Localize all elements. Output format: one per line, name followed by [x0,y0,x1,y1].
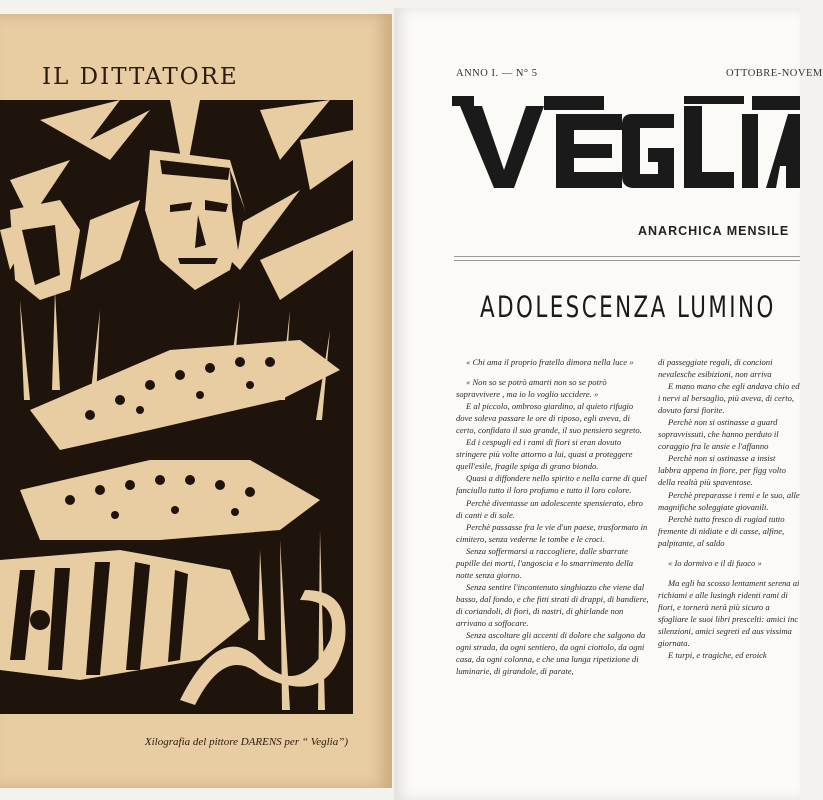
woodcut-illustration [0,100,353,714]
paragraph: E al piccolo, ombroso giardino, al quieto rifugio dove soleva passare le ore di riposo, egli aveva, di certo, confidato il suo grande, il suo pensiero segreto. [456,401,642,436]
paragraph: Ed i cespugli ed i rami di fiori si eran dovuto stringere più volte attorno a lui, quasi a proteggere quell'esile, fragile spiga di grano biondo. [456,437,633,472]
epigraph: « Io dormivo e il di fuoco » [668,557,762,568]
paragraph: Perchè non si ostinasse a insist labbra appena in fiore, per figg volto della realtà più spaventose. [658,453,786,488]
paragraph: Perchè preparasse i remi e le suo, alle magnifiche soleggiate giovanili. [658,489,800,512]
article-column-2 [658,356,800,661]
paragraph: Perchè passasse fra le vie d'un paese, trasformato in cimitero, senza vederne le tombe e le croci. [456,521,648,544]
header-rule-top [454,256,800,257]
epigraph: « Chi ama il proprio fratello dimora nella luce » [466,357,634,367]
page-title: IL DITTATORE [42,64,239,90]
paragraph: Perchè tutto fresco di rugiad tutto fremente di nidiate e di casse, alfine, palpitante, al saldo [658,513,785,548]
paragraph: Quasi a diffondere nello spirito e nella carne di quel fanciullo tutto il loro profumo e tutto il loro colore. [456,473,647,496]
issue-date: OTTOBRE-NOVEM [726,68,823,79]
left-page [0,14,392,788]
paragraph: Senza sentire l'incontenuto singhiozzo che viene dal basso, dal fondo, e che fitti strati di drappi, di bandiere, di coriandoli, di fiori, di nastri, di ghirlande non arrivano a soffocare. [456,581,649,628]
article-headline: ADOLESCENZA LUMINO [480,290,776,324]
masthead-subtitle: ANARCHICA MENSILE [638,224,790,238]
masthead-logo [452,96,800,192]
illustration-caption: Xilografia del pittore DARENS per “ Veglia”) [144,736,348,748]
paragraph: Ma egli ha scosso lentament serena ai richiami e alle lusingh ridenti rami di fiori, e tornerà nerà più sicuro a sfogliare le suoi libri prescelti: amici inc silenzioni, amici segreti ed aus vissima giornata. [658,577,800,649]
paragraph: Senza ascoltare gli accenti di dolore che salgono da ogni strada, da ogni sentiero, da ogni ciottolo, da ogni casa, da ogni colonna, e che una lunga ripetizione di luminarie, di girandole, di parate, [456,630,646,677]
paragraph: Perchè non si ostinasse a guard sopravvissuti, che hanno perduto il coraggio fra le ansie e l'affanno [658,417,779,452]
article-column-1 [456,356,650,677]
paragraph: « Non so se potrò amarti non so se potrò sopravvivere , ma io lo voglio uccidere. » [456,377,607,400]
paragraph: E turpi, e tragiche, ed eroick [668,650,767,661]
header-rule-bottom [454,260,800,261]
paragraph: di passeggiate regali, di concioni nevalesche esibizioni, non arriva [658,357,773,380]
paragraph: E mano mano che egli andava chio ed i nervi al bersaglio, più aveva, di certo, dovuto farsi fiorite. [658,381,800,416]
right-page [394,8,823,800]
paragraph: Perchè diventasse un adolescente spensierato, ebro di canti e di sole. [456,497,643,520]
paragraph: Senza soffermarsi a raccogliere, dalle sbarrate pupille dei morti, l'angoscia e lo smarrimento della notte senza giorno. [456,545,634,580]
issue-number: ANNO I. — N° 5 [456,68,538,79]
